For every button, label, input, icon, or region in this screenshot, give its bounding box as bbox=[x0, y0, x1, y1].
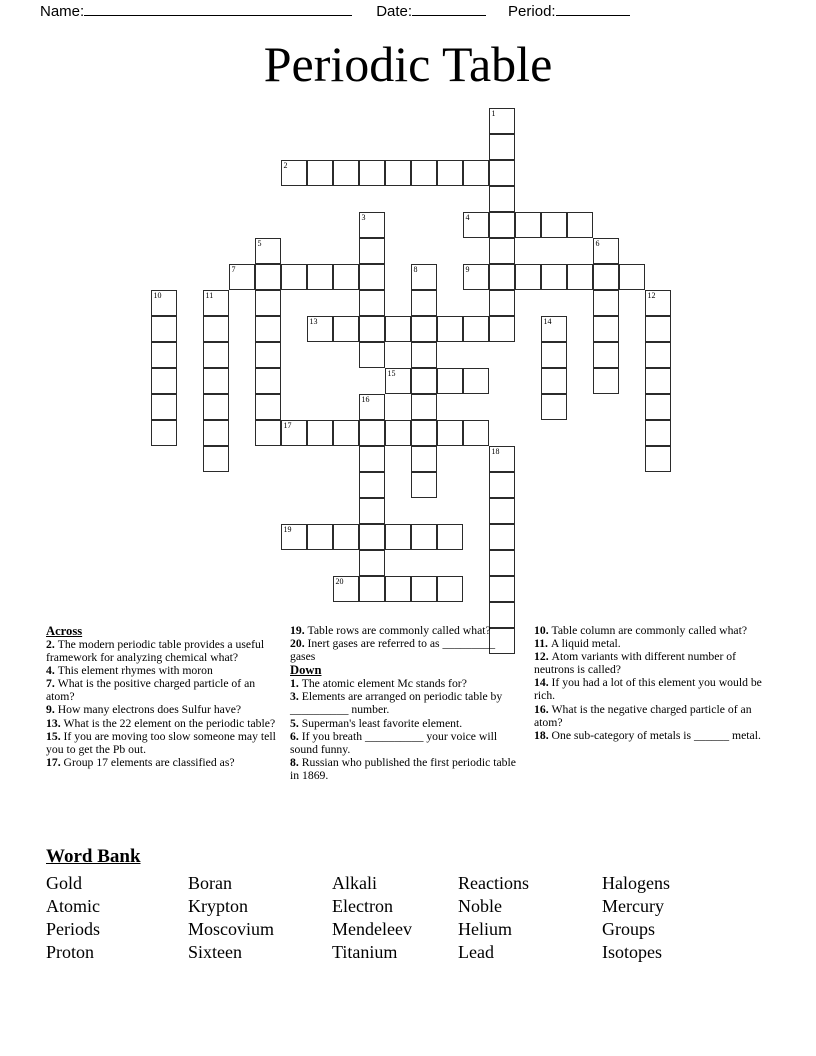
crossword-cell[interactable] bbox=[151, 342, 177, 368]
clue-item bbox=[290, 730, 522, 756]
crossword-cell[interactable] bbox=[463, 420, 489, 446]
crossword-cell[interactable] bbox=[437, 368, 463, 394]
clue-item bbox=[534, 729, 776, 742]
crossword-cell-number: 10 bbox=[153, 291, 162, 300]
crossword-cell[interactable] bbox=[359, 446, 385, 472]
clue-item bbox=[534, 624, 776, 637]
clue-text: If you breath __________ your voice will sound funny. bbox=[290, 729, 498, 756]
crossword-cell-number: 12 bbox=[647, 291, 656, 300]
date-label: Date: bbox=[376, 3, 413, 20]
clue-text: Table rows are commonly called what? bbox=[307, 624, 491, 637]
crossword-cell-number: 8 bbox=[413, 265, 418, 274]
crossword-cell[interactable] bbox=[333, 264, 359, 290]
clue-column-2 bbox=[290, 624, 522, 782]
crossword-cell[interactable] bbox=[385, 368, 411, 394]
clue-item bbox=[46, 703, 278, 716]
crossword-cell[interactable] bbox=[255, 316, 281, 342]
crossword-cell[interactable] bbox=[437, 316, 463, 342]
crossword-cell[interactable] bbox=[489, 550, 515, 576]
crossword-cell[interactable] bbox=[229, 264, 255, 290]
crossword-cell[interactable] bbox=[203, 316, 229, 342]
clue-text: Table column are commonly called what? bbox=[551, 624, 748, 637]
clue-number: 13. bbox=[46, 716, 64, 730]
clue-text: One sub-category of metals is ______ metal. bbox=[551, 728, 761, 742]
crossword-cell[interactable] bbox=[333, 420, 359, 446]
crossword-cell[interactable] bbox=[489, 186, 515, 212]
clue-number: 11. bbox=[534, 637, 551, 651]
crossword-cell[interactable] bbox=[307, 316, 333, 342]
crossword-cell[interactable] bbox=[385, 420, 411, 446]
crossword-cell[interactable] bbox=[359, 290, 385, 316]
word-bank-word: Atomic bbox=[46, 896, 100, 916]
clues-section bbox=[46, 624, 776, 834]
crossword-cell[interactable] bbox=[541, 212, 567, 238]
clue-text: What is the 22 element on the periodic table? bbox=[63, 716, 276, 730]
crossword-cell[interactable] bbox=[281, 160, 307, 186]
crossword-cell[interactable] bbox=[411, 368, 437, 394]
crossword-cell-number: 9 bbox=[465, 265, 470, 274]
crossword-cell[interactable] bbox=[541, 316, 567, 342]
crossword-cell[interactable] bbox=[567, 264, 593, 290]
crossword-cell[interactable] bbox=[203, 446, 229, 472]
word-bank-word: Moscovium bbox=[188, 919, 275, 939]
crossword-cell[interactable] bbox=[307, 160, 333, 186]
clue-item bbox=[46, 717, 278, 730]
crossword-cell[interactable] bbox=[489, 472, 515, 498]
crossword-cell[interactable] bbox=[151, 316, 177, 342]
crossword-cell[interactable] bbox=[437, 420, 463, 446]
crossword-cell-number: 13 bbox=[309, 317, 318, 326]
word-bank-word: Sixteen bbox=[188, 942, 242, 962]
crossword-cell-number: 6 bbox=[595, 239, 600, 248]
crossword-cell[interactable] bbox=[489, 134, 515, 160]
clue-number: 5. bbox=[290, 716, 302, 730]
clue-item bbox=[534, 650, 776, 676]
crossword-cell[interactable] bbox=[593, 238, 619, 264]
crossword-cell[interactable] bbox=[151, 368, 177, 394]
word-bank-word: Proton bbox=[46, 942, 95, 962]
clue-number: 1. bbox=[290, 677, 302, 691]
clue-number: 14. bbox=[534, 676, 552, 690]
word-bank-list bbox=[46, 872, 776, 964]
crossword-cell[interactable] bbox=[281, 420, 307, 446]
crossword-cell[interactable] bbox=[411, 420, 437, 446]
crossword-cell[interactable] bbox=[411, 472, 437, 498]
crossword-cell[interactable] bbox=[203, 290, 229, 316]
crossword-cell[interactable] bbox=[359, 264, 385, 290]
clue-number: 4. bbox=[46, 664, 58, 678]
clue-number: 7. bbox=[46, 677, 58, 691]
clue-number: 12. bbox=[534, 650, 552, 664]
crossword-cell[interactable] bbox=[359, 472, 385, 498]
period-label: Period: bbox=[508, 3, 556, 20]
clue-number: 17. bbox=[46, 755, 64, 769]
crossword-cell[interactable] bbox=[359, 394, 385, 420]
down-heading: Down bbox=[290, 663, 322, 678]
word-bank-word: Groups bbox=[602, 919, 655, 939]
clue-text: Atom variants with different number of neutrons is called? bbox=[534, 650, 736, 677]
crossword-cell[interactable] bbox=[203, 342, 229, 368]
crossword-cell[interactable] bbox=[645, 342, 671, 368]
crossword-cell[interactable] bbox=[411, 160, 437, 186]
crossword-cell[interactable] bbox=[463, 212, 489, 238]
crossword-cell-number: 7 bbox=[231, 265, 236, 274]
crossword-cell[interactable] bbox=[489, 316, 515, 342]
word-bank-word: Lead bbox=[458, 942, 494, 962]
crossword-cell[interactable] bbox=[255, 264, 281, 290]
crossword-cell[interactable] bbox=[359, 524, 385, 550]
crossword-cell[interactable] bbox=[359, 498, 385, 524]
crossword-cell[interactable] bbox=[411, 290, 437, 316]
crossword-cell[interactable] bbox=[645, 420, 671, 446]
clue-text: Group 17 elements are classified as? bbox=[63, 755, 235, 769]
crossword-cell[interactable] bbox=[645, 290, 671, 316]
crossword-cell[interactable] bbox=[411, 264, 437, 290]
word-bank-word: Titanium bbox=[332, 942, 398, 962]
crossword-cell[interactable] bbox=[541, 264, 567, 290]
word-bank-word: Periods bbox=[46, 919, 100, 939]
clue-number: 10. bbox=[534, 624, 552, 637]
crossword-cell-number: 1 bbox=[491, 109, 496, 118]
crossword-cell[interactable] bbox=[463, 264, 489, 290]
clue-text: If you had a lot of this element you would be rich. bbox=[534, 676, 762, 703]
crossword-cell[interactable] bbox=[593, 342, 619, 368]
word-bank-word: Halogens bbox=[602, 873, 670, 893]
clue-text: The modern periodic table provides a useful framework for analyzing chemical what? bbox=[46, 638, 265, 665]
clue-number: 2. bbox=[46, 638, 58, 651]
crossword-cell-number: 15 bbox=[387, 369, 396, 378]
word-bank-word: Krypton bbox=[188, 896, 248, 916]
crossword-cell[interactable] bbox=[385, 576, 411, 602]
crossword-cell[interactable] bbox=[541, 368, 567, 394]
crossword-cell[interactable] bbox=[437, 160, 463, 186]
crossword-cell[interactable] bbox=[593, 316, 619, 342]
crossword-cell[interactable] bbox=[515, 264, 541, 290]
crossword-cell[interactable] bbox=[333, 524, 359, 550]
word-bank-word: Helium bbox=[458, 919, 512, 939]
crossword-cell[interactable] bbox=[411, 394, 437, 420]
crossword-cell[interactable] bbox=[385, 160, 411, 186]
crossword-cell[interactable] bbox=[593, 368, 619, 394]
crossword-cell[interactable] bbox=[255, 420, 281, 446]
clue-number: 9. bbox=[46, 703, 58, 717]
word-bank-word: Isotopes bbox=[602, 942, 662, 962]
crossword-cell-number: 19 bbox=[283, 525, 292, 534]
crossword-cell[interactable] bbox=[385, 316, 411, 342]
clue-text: What is the negative charged particle of an atom? bbox=[534, 702, 752, 729]
crossword-cell-number: 20 bbox=[335, 577, 344, 586]
crossword-cell[interactable] bbox=[593, 290, 619, 316]
crossword-cell[interactable] bbox=[567, 212, 593, 238]
crossword-cell[interactable] bbox=[463, 368, 489, 394]
crossword-cell[interactable] bbox=[489, 238, 515, 264]
crossword-cell[interactable] bbox=[463, 316, 489, 342]
clue-text: The atomic element Mc stands for? bbox=[301, 677, 467, 691]
crossword-cell[interactable] bbox=[437, 576, 463, 602]
clue-item bbox=[46, 730, 278, 756]
crossword-cell[interactable] bbox=[359, 212, 385, 238]
clue-number: 20. bbox=[290, 637, 308, 651]
crossword-cell[interactable] bbox=[151, 394, 177, 420]
crossword-cell[interactable] bbox=[489, 290, 515, 316]
clue-item bbox=[534, 703, 776, 729]
crossword-cell[interactable] bbox=[411, 446, 437, 472]
crossword-cell[interactable] bbox=[645, 368, 671, 394]
clue-number: 3. bbox=[290, 690, 302, 704]
crossword-cell[interactable] bbox=[359, 238, 385, 264]
clue-text: This element rhymes with moron bbox=[57, 664, 213, 678]
crossword-cell-number: 17 bbox=[283, 421, 292, 430]
clue-number: 15. bbox=[46, 729, 64, 743]
clue-item bbox=[46, 677, 278, 703]
word-bank-word: Alkali bbox=[332, 873, 377, 893]
across-heading: Across bbox=[46, 624, 83, 638]
crossword-cell[interactable] bbox=[151, 420, 177, 446]
crossword-cell[interactable] bbox=[645, 394, 671, 420]
crossword-cell[interactable] bbox=[489, 212, 515, 238]
crossword-cell[interactable] bbox=[411, 524, 437, 550]
crossword-cell[interactable] bbox=[489, 446, 515, 472]
word-bank-title: Word Bank bbox=[46, 846, 141, 867]
crossword-cell[interactable] bbox=[541, 394, 567, 420]
crossword-cell[interactable] bbox=[411, 316, 437, 342]
crossword-cell[interactable] bbox=[489, 524, 515, 550]
crossword-cell[interactable] bbox=[281, 524, 307, 550]
crossword-cell[interactable] bbox=[463, 160, 489, 186]
clue-number: 19. bbox=[290, 624, 308, 637]
word-bank-word: Electron bbox=[332, 896, 393, 916]
clue-text: Inert gases are referred to as _________ gases bbox=[290, 637, 496, 664]
crossword-cell[interactable] bbox=[359, 342, 385, 368]
crossword-cell[interactable] bbox=[307, 420, 333, 446]
crossword-cell[interactable] bbox=[255, 368, 281, 394]
clue-text: Russian who published the first periodic table in 1869. bbox=[290, 755, 516, 782]
crossword-cell[interactable] bbox=[515, 212, 541, 238]
word-bank-word: Reactions bbox=[458, 873, 529, 893]
word-bank-word: Noble bbox=[458, 896, 502, 916]
clue-number: 6. bbox=[290, 729, 302, 743]
clue-text: If you are moving too slow someone may tell you to get the Pb out. bbox=[46, 729, 276, 756]
clue-text: How many electrons does Sulfur have? bbox=[57, 703, 242, 717]
crossword-cell-number: 14 bbox=[543, 317, 552, 326]
clue-text: Elements are arranged on periodic table by __________ number. bbox=[290, 690, 503, 717]
name-label: Name: bbox=[40, 3, 85, 20]
word-bank bbox=[46, 845, 776, 964]
crossword-cell-number: 2 bbox=[283, 161, 288, 170]
crossword-cell[interactable] bbox=[255, 290, 281, 316]
crossword-cell[interactable] bbox=[593, 264, 619, 290]
clue-item bbox=[534, 637, 776, 650]
crossword-cell[interactable] bbox=[619, 264, 645, 290]
crossword-cell[interactable] bbox=[437, 524, 463, 550]
crossword-cell[interactable] bbox=[203, 368, 229, 394]
clue-item bbox=[290, 624, 522, 637]
clue-item bbox=[46, 664, 278, 677]
clue-column-1 bbox=[46, 624, 278, 769]
clue-number: 8. bbox=[290, 755, 302, 769]
clue-item bbox=[290, 690, 522, 716]
crossword-cell-number: 11 bbox=[205, 291, 214, 300]
page-title: Periodic Table bbox=[263, 36, 553, 92]
crossword-cell[interactable] bbox=[359, 160, 385, 186]
clue-item bbox=[46, 638, 278, 664]
crossword-cell[interactable] bbox=[333, 316, 359, 342]
crossword-cell[interactable] bbox=[203, 420, 229, 446]
crossword-cell-number: 3 bbox=[361, 213, 366, 222]
word-bank-word: Mendeleev bbox=[332, 919, 412, 939]
clue-item bbox=[290, 637, 522, 663]
crossword-cell[interactable] bbox=[489, 576, 515, 602]
clue-text: A liquid metal. bbox=[550, 637, 621, 651]
crossword-cell[interactable] bbox=[645, 316, 671, 342]
crossword-cell[interactable] bbox=[333, 576, 359, 602]
clue-item bbox=[46, 756, 278, 769]
word-bank-word: Mercury bbox=[602, 896, 664, 916]
crossword-cell[interactable] bbox=[203, 394, 229, 420]
clue-number: 16. bbox=[534, 702, 552, 716]
crossword-cell[interactable] bbox=[489, 498, 515, 524]
crossword-cell[interactable] bbox=[359, 576, 385, 602]
crossword-cell[interactable] bbox=[645, 446, 671, 472]
crossword-cell[interactable] bbox=[255, 238, 281, 264]
clue-item bbox=[290, 677, 522, 690]
crossword-cell[interactable] bbox=[385, 524, 411, 550]
clue-number: 18. bbox=[534, 728, 552, 742]
clue-item bbox=[290, 756, 522, 782]
crossword-cell[interactable] bbox=[333, 160, 359, 186]
crossword-cell-number: 16 bbox=[361, 395, 370, 404]
crossword-cell[interactable] bbox=[489, 264, 515, 290]
crossword-cell-number: 18 bbox=[491, 447, 500, 456]
crossword-cell[interactable] bbox=[359, 420, 385, 446]
crossword-cell[interactable] bbox=[541, 342, 567, 368]
word-bank-word: Boran bbox=[188, 873, 232, 893]
crossword-cell[interactable] bbox=[411, 576, 437, 602]
crossword-cell-number: 5 bbox=[257, 239, 262, 248]
clue-text: Superman's least favorite element. bbox=[301, 716, 463, 730]
word-bank-word: Gold bbox=[46, 873, 82, 893]
crossword-cell[interactable] bbox=[307, 264, 333, 290]
crossword-cell[interactable] bbox=[307, 524, 333, 550]
crossword-cell[interactable] bbox=[151, 290, 177, 316]
crossword-cell[interactable] bbox=[489, 108, 515, 134]
crossword-cell[interactable] bbox=[359, 316, 385, 342]
crossword-cell[interactable] bbox=[359, 550, 385, 576]
crossword-cell[interactable] bbox=[489, 160, 515, 186]
clue-text: What is the positive charged particle of an atom? bbox=[46, 677, 256, 704]
clue-item bbox=[534, 676, 776, 702]
clue-column-3 bbox=[534, 624, 776, 742]
clue-item bbox=[290, 717, 522, 730]
crossword-cell[interactable] bbox=[411, 342, 437, 368]
crossword-cell[interactable] bbox=[255, 394, 281, 420]
crossword-cell-number: 4 bbox=[465, 213, 470, 222]
crossword-cell[interactable] bbox=[281, 264, 307, 290]
crossword-cell[interactable] bbox=[255, 342, 281, 368]
